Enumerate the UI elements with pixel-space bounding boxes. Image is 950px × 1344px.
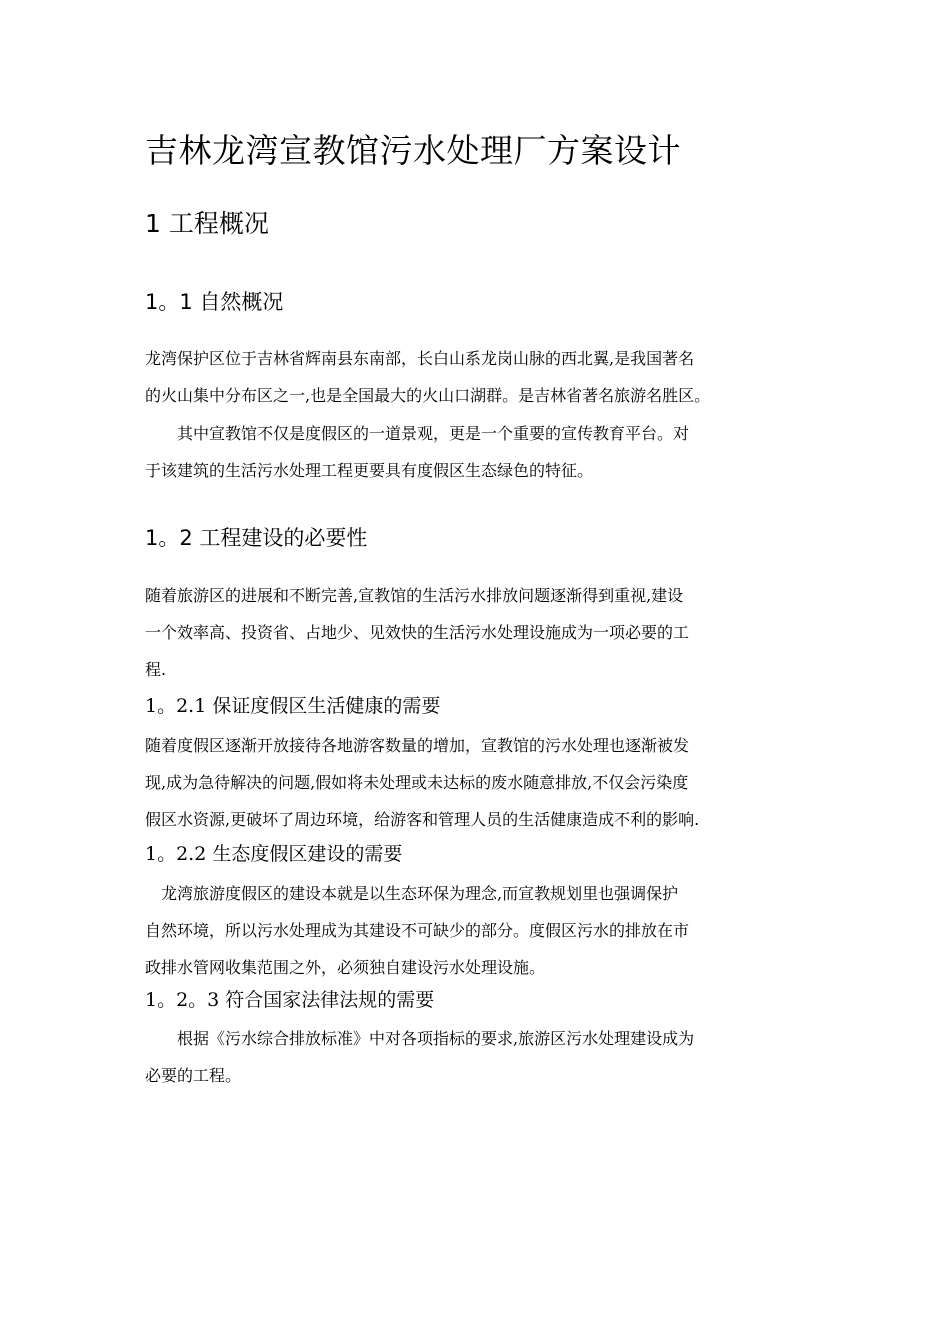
paragraph-line: 随着度假区逐渐开放接待各地游客数量的增加，宣教馆的污水处理也逐渐被发	[145, 736, 690, 755]
paragraph-line: 其中宣教馆不仅是度假区的一道景观，更是一个重要的宣传教育平台。对	[145, 424, 690, 443]
paragraph-line: 于该建筑的生活污水处理工程更要具有度假区生态绿色的特征。	[145, 461, 594, 480]
paragraph-ecology	[145, 875, 810, 986]
paragraph-line: 根据《污水综合排放标准》中对各项指标的要求,旅游区污水处理建设成为	[145, 1029, 695, 1048]
section-heading-engineering-overview: 1 工程概况	[145, 209, 269, 238]
paragraph-education-hall	[145, 415, 810, 489]
paragraph-necessity	[145, 577, 810, 688]
paragraph-line: 龙湾旅游度假区的建设本就是以生态环保为理念,而宣教规划里也强调保护	[145, 884, 679, 903]
paragraph-line: 一个效率高、投资省、占地少、见效快的生活污水处理设施成为一项必要的工	[145, 623, 690, 642]
item-heading-ecology: 1。2.2 生态度假区建设的需要	[145, 843, 403, 865]
document-title: 吉林龙湾宣教馆污水处理厂方案设计	[145, 131, 681, 170]
subsection-heading-necessity: 1。2 工程建设的必要性	[145, 526, 368, 550]
item-heading-law: 1。2。3 符合国家法律法规的需要	[145, 989, 435, 1011]
paragraph-location	[145, 340, 810, 414]
paragraph-line: 随着旅游区的进展和不断完善,宣教馆的生活污水排放问题逐渐得到重视,建设	[145, 586, 684, 605]
paragraph-line: 的火山集中分布区之一,也是全国最大的火山口湖群。是吉林省著名旅游名胜区。	[145, 386, 711, 405]
subsection-heading-natural-overview: 1。1 自然概况	[145, 290, 284, 314]
paragraph-line: 必要的工程。	[145, 1066, 242, 1085]
paragraph-line: 假区水资源,更破坏了周边环境，给游客和管理人员的生活健康造成不利的影响.	[145, 810, 700, 829]
paragraph-line: 现,成为急待解决的问题,假如将未处理或未达标的废水随意排放,不仅会污染度	[145, 773, 689, 792]
paragraph-line: 龙湾保护区位于吉林省辉南县东南部，长白山系龙岗山脉的西北翼,是我国著名	[145, 349, 695, 368]
paragraph-law	[145, 1020, 810, 1094]
paragraph-line: 程.	[145, 660, 167, 679]
item-heading-health: 1。2.1 保证度假区生活健康的需要	[145, 695, 441, 717]
paragraph-line: 自然环境，所以污水处理成为其建设不可缺少的部分。度假区污水的排放在市	[145, 921, 690, 940]
paragraph-health	[145, 727, 810, 838]
paragraph-line: 政排水管网收集范围之外，必须独自建设污水处理设施。	[145, 958, 546, 977]
